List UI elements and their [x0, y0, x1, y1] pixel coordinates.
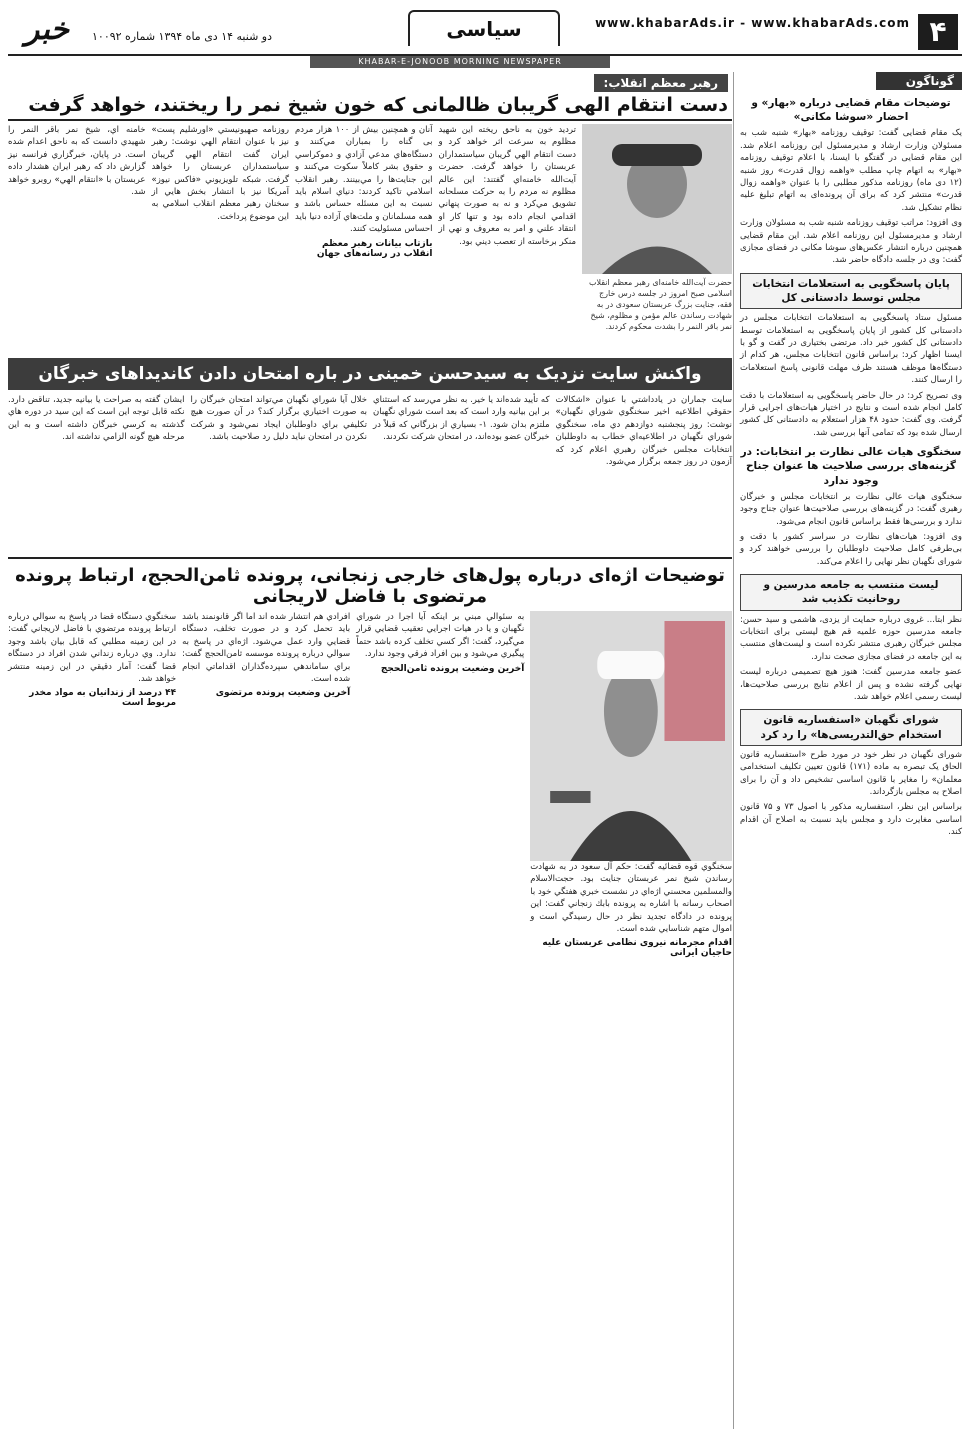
- sidebar-item-title: لیست منتسب به جامعه مدرسین و روحانیت تکذیب شد: [740, 574, 962, 610]
- story-column: روزنامه صهيونيستي «اورشليم پست» نيز با عنوان انتقام الهي نوشت: رهبر ايران گفت انتقام الهي گريبان سياستمداران عربستان را خواهد گرفت. شبكه تلويزيوني «فاكس نيوز» آمريكا نيز با انتشار بخش هايي از سخنان رهبر معظم انقلاب اسلامي به اين موضوع پرداخت.: [151, 125, 289, 222]
- story-column: به سئوالي مبني بر اينكه آيا اجرا در شوراي نگهبان و يا در هيات اجرايي تعقيب قضايي قرار مي‌گيرد، گفت: اگر كسي تخلف كرده باشد حتماً پيگيري مي‌شود و بين افراد فرقي وجود ندارد.: [356, 612, 525, 660]
- photo-caption: حضرت آیت‌الله خامنه‌ای رهبر معظم انقلاب اسلامی صبح امروز در جلسه درس خارج فقه، جنایت بزرگ عربستان سعودی در به شهادت رساندن عالم مؤمن و مظلوم، شیخ نمر باقر النمر را بشدت محکوم کردند.: [588, 278, 732, 331]
- sidebar-item-title: سخنگوی هیات عالی نظارت بر انتخابات: در گزینه‌های بررسی صلاحیت ها عنوان جناح وجود ندارد: [740, 446, 962, 487]
- newspaper-logo: خبر: [24, 12, 70, 47]
- sidebar-item-title: توضیحات مقام قضایی درباره «بهار» و احضار «سوشا مکانی»: [751, 97, 951, 124]
- divider: [8, 557, 732, 559]
- story-column: خلال آيا شوراي نگهبان مي‌تواند امتحان خبرگان را به صورت اختياري برگزار كند؟ در آن صورت هيچ تكليفي براي داوطلبان ايجاد نمي‌شود و شركت نكردن در امتحان نبايد دليل رد صلاحيت باشد.: [190, 395, 367, 443]
- story-subheading: آخرین وضعیت پرونده ثامن‌الحجج: [380, 663, 525, 674]
- story-column: كه تأييد شده‌اند يا خير. به نظر مي‌رسد كه استثناي بر اين بيانيه وارد است كه بعد است شوراي نگهبان ملتزم بدان شود. ۱- بسياري از بزرگاني كه قبلاً در خبرگان عضو بوده‌اند، در امتحان شركت نكردند.: [373, 395, 550, 443]
- sidebar-paragraph: سخنگوی هیات عالی نظارت بر انتخابات مجلس و خبرگان رهبری گفت: در گزینه‌های بررسی صلاحیت‌ها عنوان جناح وجود ندارد و بررسی‌ها فقط براساس قانون انجام می‌شود.: [740, 491, 962, 527]
- story-column: سخنگوي قوه قضائيه گفت: حكم آل سعود در به شهادت رساندن شيخ نمر عربستان جنايت بود. حجت‌الاسلام والمسلمين محسني اژه‌اي در نشست خبري هفتگي خود با اصحاب رسانه با اشاره به پرونده بابك زنجاني گفت: اين پرونده در دادگاه تجديد نظر در حال رسيدگي است و اموال متهم شناسايي شده است.: [530, 862, 732, 935]
- section-title: سیاسی: [408, 10, 560, 46]
- masthead: [8, 10, 962, 56]
- dateline: دو شنبه ۱۴ دی ماه ۱۳۹۴ شماره ۱۰۰۹۲: [92, 30, 272, 43]
- story-column: سخنگوي دستگاه قضا در پاسخ به سوالي درباره ارتباط پرونده مرتضوي با فاضل لاريجاني گفت: در اين زمينه مطلبي كه قابل بيان باشد وجود ندارد. وي درباره زنداني شدن افراد در دستگاه قضا گفت: آمار دقيقي در اين زمينه منتشر خواهد شد.: [8, 612, 177, 685]
- story-subheading: ۴۴ درصد از زندانیان به مواد مخدر مربوط است: [29, 688, 177, 709]
- sidebar-item-title: پایان پاسخگویی به استعلامات انتخابات مجلس توسط دادستانی کل: [740, 273, 962, 309]
- story-ejei: [8, 557, 732, 1331]
- sidebar: [733, 72, 962, 1429]
- sidebar-paragraph: وی افزود: مراتب توقیف روزنامه شنبه شب به مسئولان وزارت ارشاد و مدیرمسئول این روزنامه اعلام شد. این مقام قضایی همچنین درباره انتشار عکس‌های سوشا مکانی در فضای مجازی گفت: وی در جلسه دادگاه حاضر شد.: [740, 218, 962, 266]
- sidebar-paragraph: وی تصریح کرد: در حال حاضر پاسخگویی به استعلامات با دقت کامل انجام شده است و نتایج در اختیار هیات‌های اجرایی قرار گرفت. وی گفت: حدود ۴۸ هزار استعلام به دادستانی کل کشور ارسال شده بود که تمامی آنها بررسی شد.: [740, 390, 963, 438]
- story-headline[interactable]: دست انتقام الهی گریبان ظالمانی که خون شیخ نمر را ریختند، خواهد گرفت: [28, 94, 728, 116]
- story-subheading: آخرین وضعیت پرونده مرتضوی: [215, 688, 351, 699]
- story-subheading: بازتاب بیانات رهبر معظم انقلاب در رسانه‌های جهان: [316, 238, 433, 259]
- story-jamaran: [8, 358, 732, 554]
- story-column: افرادي هم انتشار شده اند اما اگر قانونمند باشد بايد تحمل كرد و در صورت تخلف، دستگاه قضايي وارد عمل مي‌شود. اژه‌اي در پاسخ به سوالي درباره پرونده موسسه ثامن‌الحجج گفت: براي ساماندهي سپرده‌گذاران اقداماتي انجام شده است.: [182, 612, 351, 685]
- story-supertitle: رهبر معظم انقلاب:: [594, 74, 728, 92]
- story-column: خامنه اي، شيخ نمر باقر النمر را شهيدي دانست كه به ناحق اعدام شده است. در پايان، خبرگزاري فرانسه نيز گزارش داد كه رهبر ايران هشدار داده عربستان با «انتقام الهي» روبرو خواهد شد.: [8, 125, 146, 198]
- story-column: آنان و همچنين بيش از ۱۰۰ هزار مردم بی گناه را بمباران مي‌كنند و دستگاه‌هاي مدعي آزادي و دموكراسي و حقوق بشر كاملاً سكوت مي‌كنند و اين جنايت‌ها را مي‌بينند. رهبر انقلاب اسلامي تاكيد كردند: دنياي اسلام بايد نسبت به اين مسئله حساس باشد و همه مسلمانان و ملت‌هاي آزاده دنيا بايد احساس مسئوليت كنند.: [294, 125, 433, 235]
- story-subheading: اقدام مجرمانه نیروی نظامی عربستان علیه حاجیان ایرانی: [542, 938, 732, 959]
- story-column: سايت جماران در يادداشتي با عنوان «اشكالات حقوقي اطلاعيه اخير سخنگوي شوراي نگهبان» نوشت: روز پنجشنبه دوازدهم دي ماه، سخنگوي شوراي نگهبان در اطلاعيه‌اي خطاب به داوطلبان انتخابات مجلس خبرگان رهبري اعلام كرد كه آزمون در روز جمعه برگزار مي‌شود.: [555, 395, 732, 468]
- sidebar-paragraph: شورای نگهبان در نظر خود در مورد طرح «استفساریه قانون الحاق یک تبصره به ماده (۱۷۱) قانون تعیین تکلیف استخدامی معلمان» را مغایر با قانون اساسی تشخیص داد و آن را برای اصلاح به مجلس بازگرداند.: [740, 749, 963, 797]
- leader-photo: [582, 124, 732, 274]
- english-ribbon: KHABAR-E-JONOOB MORNING NEWSPAPER: [310, 56, 610, 68]
- story-headline[interactable]: واکنش سایت نزدیک به سیدحسن خمینی در باره امتحان دادن کاندیداهای خبرگان: [8, 358, 732, 390]
- sidebar-paragraph: براساس این نظر، استفساریه مذکور با اصول ۷۳ و ۷۵ قانون اساسی مغایرت دارد و مجلس باید نسبت به اصلاح آن اقدام کند.: [740, 802, 962, 838]
- sidebar-paragraph: یک مقام قضایی گفت: توقیف روزنامه «بهار» شنبه شب به مسئولان وزارت ارشاد و مدیرمسئول این روزنامه اعلام شد. این مقام قضایی در گفتگو با ایسنا، با اعلام توقیف روزنامه «بهار» به اتهام چاپ مطلب «واهمه زوال قدرت» روز شنبه (۱۲ دی ماه) روزنامه مذکور مطلبی را با عنوان «واهمه زوال قدرت» منتشر کرد که برای آن پرونده‌ای به اتهام تبلیغ علیه نظام تشکیل شد.: [740, 128, 962, 213]
- sidebar-paragraph: مسئول ستاد پاسخگویی به استعلامات انتخابات مجلس در دادستانی کل کشور از پایان پاسخگویی به استعلامات توسط دادستانی کل کشور خبر داد. مرتضی بختیاری در گفت و گو با ایسنا اظهار کرد: براساس قانون انتخابات مجلس، هر کدام از دستگاه‌ها موظف هستند ظرف مهلت قانونی پاسخ استعلامات را ارسال کنند.: [740, 313, 962, 386]
- story-headline[interactable]: توضیحات اژه‌ای درباره پول‌های خارجی زنجانی، پرونده ثامن‌الحجج، ارتباط پرونده مرتضوی با فاضل لاریجانی: [15, 565, 725, 607]
- sidebar-paragraph: وی افزود: هیات‌های نظارت در سراسر کشور با دقت و بی‌طرفی کامل صلاحیت داوطلبان را بررسی خواهند کرد و شورای نگهبان نظر نهایی را اعلام می‌کند.: [740, 531, 962, 567]
- page-number: ۴: [918, 14, 958, 50]
- sidebar-kicker: گوناگون: [876, 72, 962, 90]
- main-content: [8, 72, 732, 1429]
- sidebar-paragraph: نظر ابتا... غروی درباره حمایت از یزدی، هاشمی و سید حسن: جامعه مدرسین حوزه علمیه قم هیچ لیستی برای انتخابات مجلس خبرگان رهبری منتشر نکرده است و لیست‌های منتسب به این جامعه در فضای مجازی صحت ندارد.: [740, 614, 962, 662]
- story-leader: [8, 72, 732, 354]
- sidebar-paragraph: عضو جامعه مدرسین گفت: هنوز هیچ تصمیمی درباره لیست نهایی گرفته نشده و پس از اعلام نتایج بررسی صلاحیت‌ها، لیست رسمی اعلام خواهد شد.: [740, 667, 962, 702]
- podium-photo: [530, 611, 732, 861]
- site-url[interactable]: www.khabarAds.ir - www.khabarAds.com: [595, 16, 910, 30]
- divider: [8, 119, 732, 121]
- sidebar-item-title: شورای نگهبان «استفساریه قانون استخدام حق‌التدریسی‌ها» را رد کرد: [740, 709, 962, 745]
- story-column: ترديد خون به ناحق ريخته اين شهيد مظلوم به سرعت اثر خواهد كرد و دست انتقام الهي گريبان سياستمداران عربستان را خواهد گرفت. حضرت آيت‌الله خامنه‌اي گفتند: اين عالم مظلوم نه مردم را به حركت مسلحانه تشويق مي‌كرد و نه به صورت پنهاني اقدامي انجام داده بود و تنها كار او انتقاد علني و امر به معروف و نهي از منكر برخاسته از تعصب ديني بود.: [438, 125, 576, 247]
- story-column: ايشان گفته به صراحت يا بيانيه جديد، تناقض دارد. نكته قابل توجه اين است كه اين سيد در دوره هاي گذشته به كرسي خبرگان داشته است و به اين مرحله هيچ گونه الزامي نداشته اند.: [8, 395, 185, 443]
